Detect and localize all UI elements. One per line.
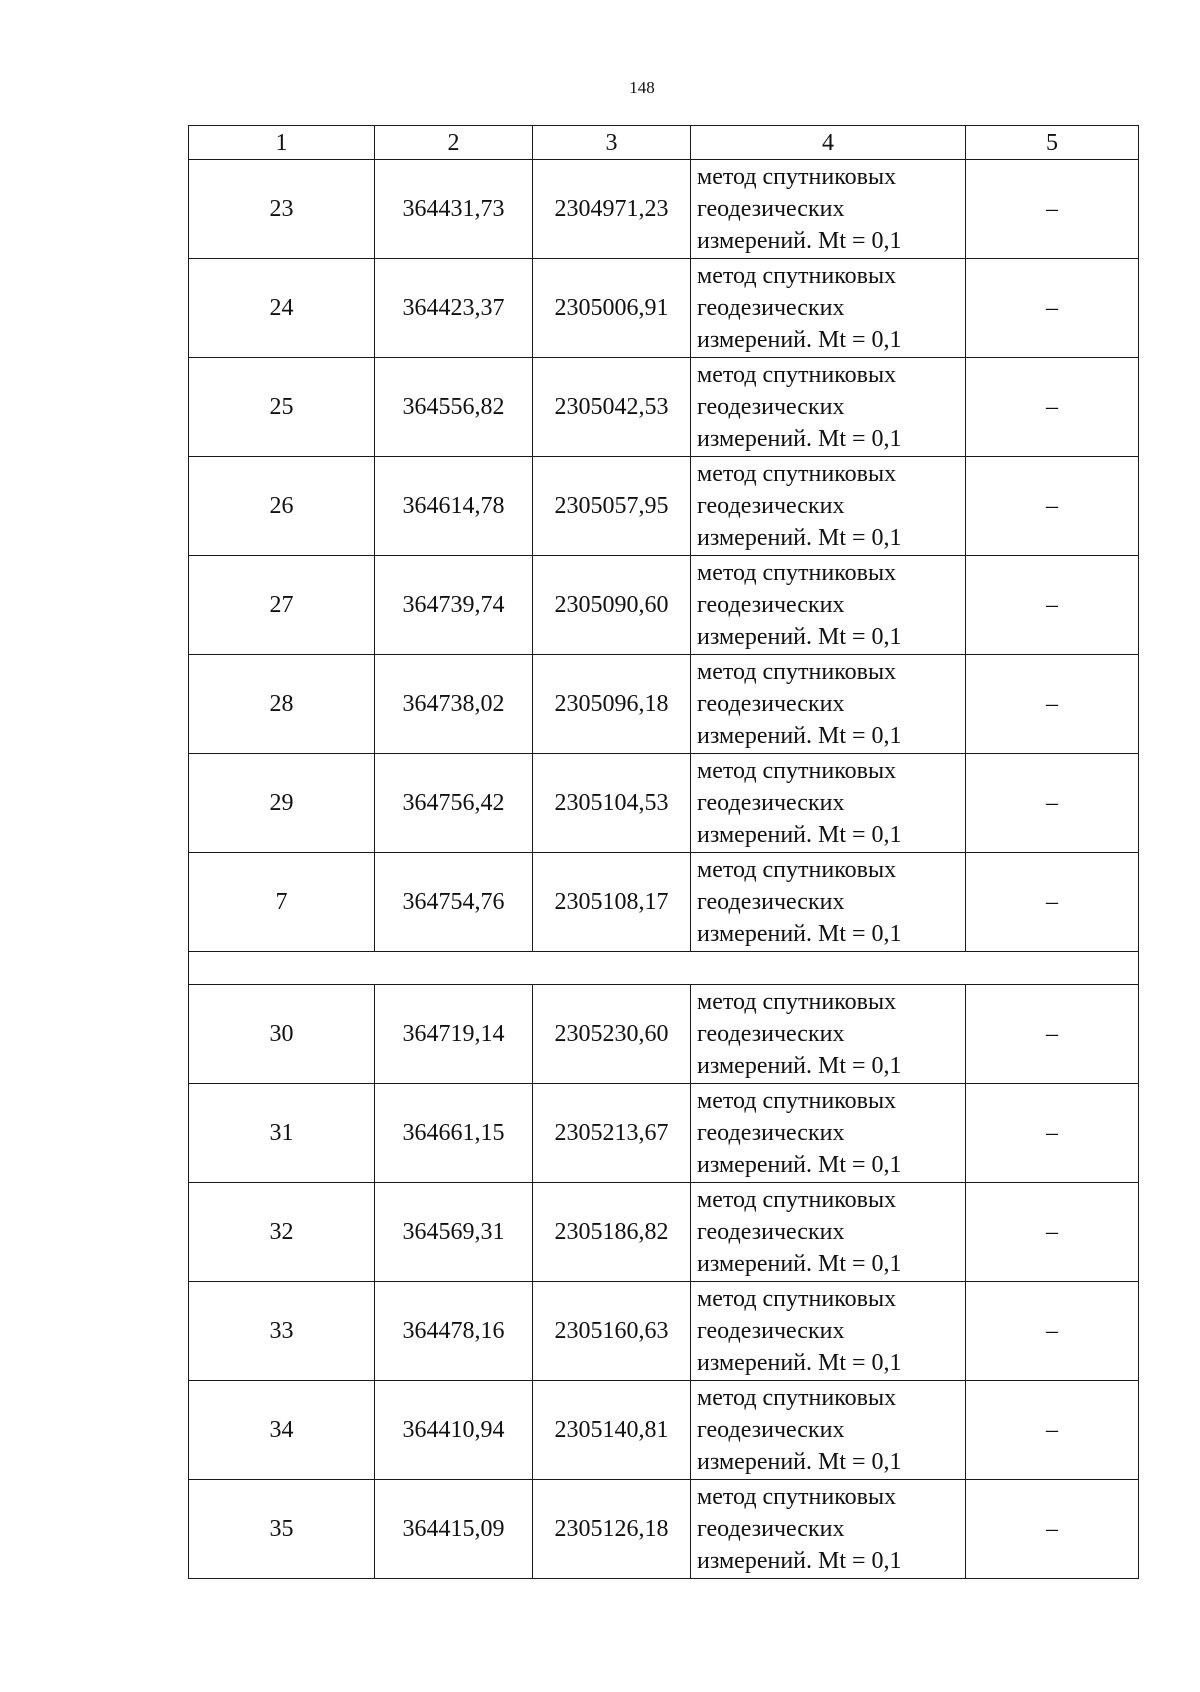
method-line-2: геодезических <box>697 196 845 222</box>
header-cell-4: 4 <box>691 126 966 160</box>
table-gap <box>189 952 1139 985</box>
table-row <box>189 853 1139 952</box>
table-row <box>189 1282 1139 1381</box>
point-number-cell: 26 <box>189 457 375 556</box>
table-row <box>189 655 1139 754</box>
method-line-2: геодезических <box>697 295 845 321</box>
y-coordinate-cell: 2305096,18 <box>533 655 691 754</box>
x-coordinate-cell: 364415,09 <box>375 1480 533 1579</box>
table-row <box>189 1183 1139 1282</box>
method-line-1: метод спутниковых <box>697 758 897 784</box>
y-coordinate-cell: 2305126,18 <box>533 1480 691 1579</box>
method-cell <box>691 259 966 358</box>
y-coordinate-cell: 2305108,17 <box>533 853 691 952</box>
x-coordinate-cell: 364423,37 <box>375 259 533 358</box>
table-group-2 <box>189 985 1139 1579</box>
y-coordinate-cell: 2305006,91 <box>533 259 691 358</box>
point-number-cell: 28 <box>189 655 375 754</box>
method-cell <box>691 457 966 556</box>
table-row <box>189 556 1139 655</box>
x-coordinate-cell: 364569,31 <box>375 1183 533 1282</box>
method-line-1: метод спутниковых <box>697 1286 897 1312</box>
column-5-cell: – <box>966 853 1139 952</box>
table-row <box>189 985 1139 1084</box>
table-row <box>189 1480 1139 1579</box>
y-coordinate-cell: 2305140,81 <box>533 1381 691 1480</box>
column-5-cell: – <box>966 1480 1139 1579</box>
method-cell <box>691 985 966 1084</box>
y-coordinate-cell: 2305104,53 <box>533 754 691 853</box>
method-cell <box>691 556 966 655</box>
point-number-cell: 7 <box>189 853 375 952</box>
method-cell <box>691 655 966 754</box>
column-5-cell: – <box>966 1282 1139 1381</box>
method-line-2: геодезических <box>697 493 845 519</box>
method-line-1: метод спутниковых <box>697 989 897 1015</box>
x-coordinate-cell: 364739,74 <box>375 556 533 655</box>
point-number-cell: 24 <box>189 259 375 358</box>
column-5-cell: – <box>966 985 1139 1084</box>
method-line-1: метод спутниковых <box>697 560 897 586</box>
method-line-1: метод спутниковых <box>697 1187 897 1213</box>
method-cell <box>691 1183 966 1282</box>
y-coordinate-cell: 2305230,60 <box>533 985 691 1084</box>
coordinates-table <box>188 125 1139 1579</box>
method-line-2: геодезических <box>697 1516 845 1542</box>
column-5-cell: – <box>966 1381 1139 1480</box>
point-number-cell: 35 <box>189 1480 375 1579</box>
column-5-cell: – <box>966 655 1139 754</box>
point-number-cell: 32 <box>189 1183 375 1282</box>
x-coordinate-cell: 364431,73 <box>375 160 533 259</box>
method-line-3: измерений. Mt = 0,1 <box>697 1548 902 1574</box>
method-line-1: метод спутниковых <box>697 1088 897 1114</box>
method-line-2: геодезических <box>697 1318 845 1344</box>
table-row <box>189 457 1139 556</box>
point-number-cell: 30 <box>189 985 375 1084</box>
table-row <box>189 1381 1139 1480</box>
method-cell <box>691 1381 966 1480</box>
table-row <box>189 160 1139 259</box>
column-5-cell: – <box>966 1084 1139 1183</box>
method-line-3: измерений. Mt = 0,1 <box>697 426 902 452</box>
table-row <box>189 754 1139 853</box>
method-cell <box>691 754 966 853</box>
method-line-2: геодезических <box>697 1021 845 1047</box>
table-header-row <box>189 126 1139 160</box>
method-cell <box>691 853 966 952</box>
table-row <box>189 358 1139 457</box>
table-row <box>189 259 1139 358</box>
method-line-2: геодезических <box>697 1417 845 1443</box>
point-number-cell: 33 <box>189 1282 375 1381</box>
method-line-2: геодезических <box>697 889 845 915</box>
method-cell <box>691 1084 966 1183</box>
method-line-3: измерений. Mt = 0,1 <box>697 624 902 650</box>
method-line-3: измерений. Mt = 0,1 <box>697 327 902 353</box>
method-line-2: геодезических <box>697 1219 845 1245</box>
header-cell-5: 5 <box>966 126 1139 160</box>
method-line-3: измерений. Mt = 0,1 <box>697 822 902 848</box>
method-cell <box>691 160 966 259</box>
method-cell <box>691 358 966 457</box>
method-line-1: метод спутниковых <box>697 164 897 190</box>
header-cell-3: 3 <box>533 126 691 160</box>
method-line-2: геодезических <box>697 1120 845 1146</box>
method-line-1: метод спутниковых <box>697 857 897 883</box>
x-coordinate-cell: 364556,82 <box>375 358 533 457</box>
page-number: 148 <box>629 78 655 97</box>
method-line-1: метод спутниковых <box>697 461 897 487</box>
x-coordinate-cell: 364756,42 <box>375 754 533 853</box>
table-gap-row <box>189 952 1139 985</box>
point-number-cell: 25 <box>189 358 375 457</box>
y-coordinate-cell: 2305213,67 <box>533 1084 691 1183</box>
method-line-2: геодезических <box>697 394 845 420</box>
method-line-3: измерений. Mt = 0,1 <box>697 1350 902 1376</box>
method-cell <box>691 1282 966 1381</box>
method-line-1: метод спутниковых <box>697 1484 897 1510</box>
y-coordinate-cell: 2305042,53 <box>533 358 691 457</box>
method-line-2: геодезических <box>697 691 845 717</box>
method-line-3: измерений. Mt = 0,1 <box>697 1152 902 1178</box>
point-number-cell: 34 <box>189 1381 375 1480</box>
y-coordinate-cell: 2305160,63 <box>533 1282 691 1381</box>
table-group-1 <box>189 160 1139 952</box>
table-row <box>189 1084 1139 1183</box>
x-coordinate-cell: 364614,78 <box>375 457 533 556</box>
x-coordinate-cell: 364661,15 <box>375 1084 533 1183</box>
method-line-1: метод спутниковых <box>697 659 897 685</box>
column-5-cell: – <box>966 754 1139 853</box>
column-5-cell: – <box>966 160 1139 259</box>
column-5-cell: – <box>966 556 1139 655</box>
column-5-cell: – <box>966 1183 1139 1282</box>
method-line-3: измерений. Mt = 0,1 <box>697 525 902 551</box>
y-coordinate-cell: 2304971,23 <box>533 160 691 259</box>
method-line-1: метод спутниковых <box>697 362 897 388</box>
method-cell <box>691 1480 966 1579</box>
method-line-3: измерений. Mt = 0,1 <box>697 723 902 749</box>
x-coordinate-cell: 364754,76 <box>375 853 533 952</box>
method-line-3: измерений. Mt = 0,1 <box>697 228 902 254</box>
y-coordinate-cell: 2305186,82 <box>533 1183 691 1282</box>
x-coordinate-cell: 364719,14 <box>375 985 533 1084</box>
x-coordinate-cell: 364478,16 <box>375 1282 533 1381</box>
x-coordinate-cell: 364738,02 <box>375 655 533 754</box>
column-5-cell: – <box>966 259 1139 358</box>
column-5-cell: – <box>966 457 1139 556</box>
method-line-3: измерений. Mt = 0,1 <box>697 1053 902 1079</box>
method-line-1: метод спутниковых <box>697 263 897 289</box>
method-line-3: измерений. Mt = 0,1 <box>697 1449 902 1475</box>
column-5-cell: – <box>966 358 1139 457</box>
header-cell-1: 1 <box>189 126 375 160</box>
point-number-cell: 23 <box>189 160 375 259</box>
header-cell-2: 2 <box>375 126 533 160</box>
method-line-2: геодезических <box>697 790 845 816</box>
x-coordinate-cell: 364410,94 <box>375 1381 533 1480</box>
method-line-2: геодезических <box>697 592 845 618</box>
method-line-3: измерений. Mt = 0,1 <box>697 921 902 947</box>
y-coordinate-cell: 2305090,60 <box>533 556 691 655</box>
table-gap-cell <box>189 952 1139 985</box>
method-line-3: измерений. Mt = 0,1 <box>697 1251 902 1277</box>
y-coordinate-cell: 2305057,95 <box>533 457 691 556</box>
point-number-cell: 29 <box>189 754 375 853</box>
point-number-cell: 27 <box>189 556 375 655</box>
point-number-cell: 31 <box>189 1084 375 1183</box>
method-line-1: метод спутниковых <box>697 1385 897 1411</box>
